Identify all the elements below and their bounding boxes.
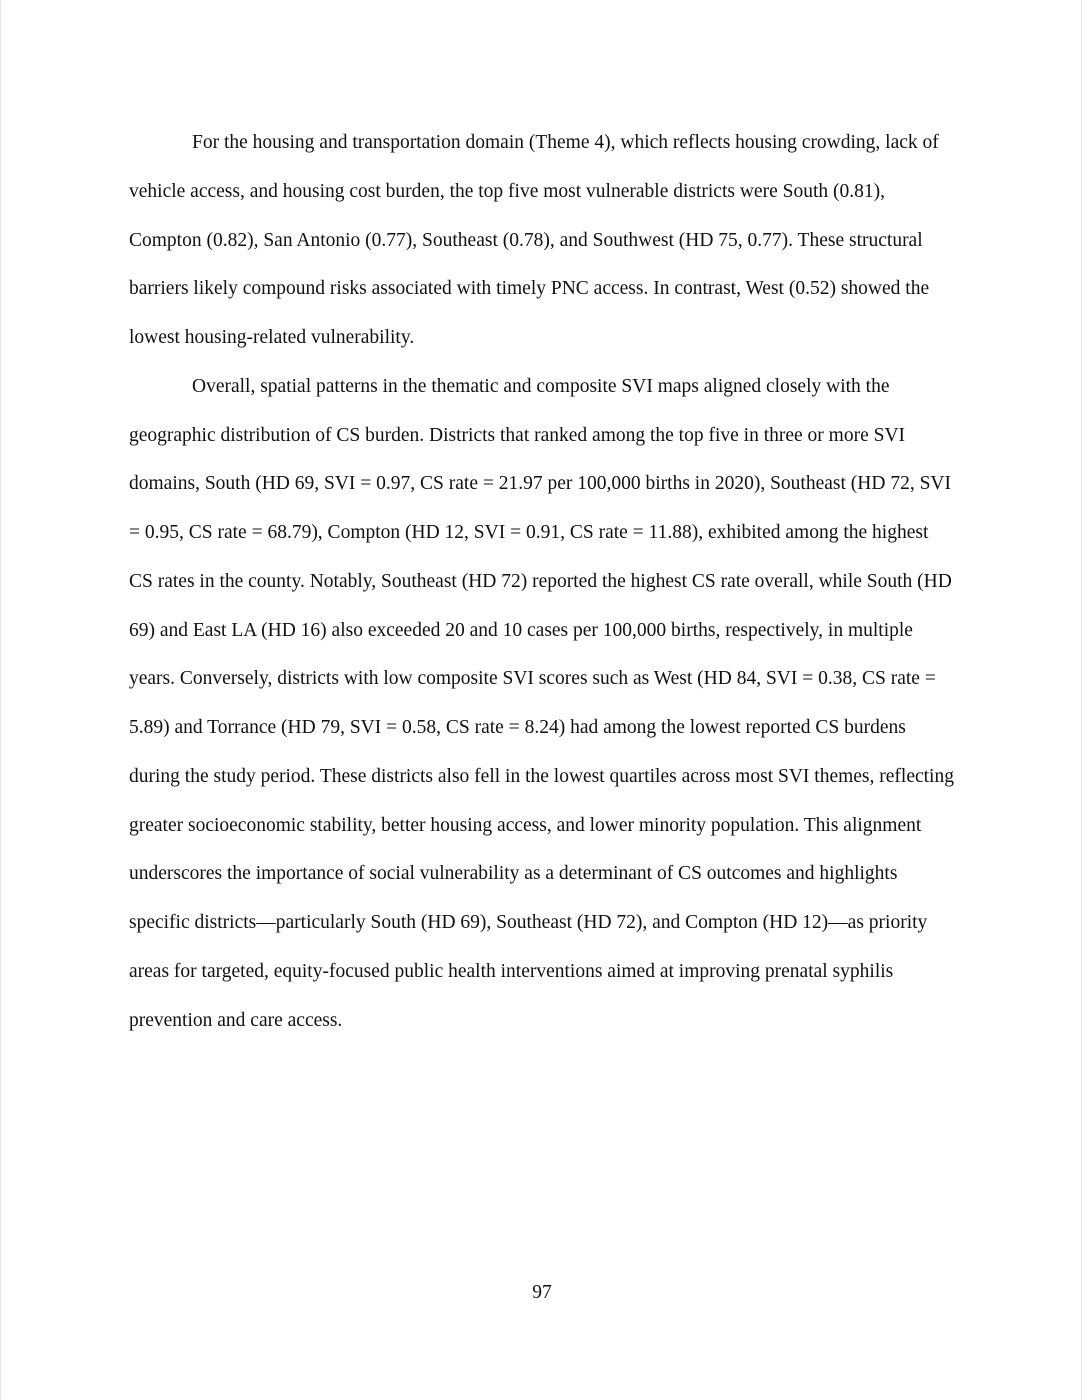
page-number: 97 (532, 1282, 552, 1303)
body-text (129, 119, 957, 1045)
paragraph-spatial-patterns: Overall, spatial patterns in the thematic and composite SVI maps aligned closely with the geographic distribution of CS burden. Districts that ranked among the top five in three or more SVI domains, South (HD 69, SVI = 0.97, CS rate = 21.97 per 100,000 births in 2020), Southeast (HD 72, SVI = 0.95, CS rate = 68.79), Compton (HD 12, SVI = 0.91, CS rate = 11.88), exhibited among the highest CS rates in the county. Notably, Southeast (HD 72) reported the highest CS rate overall, while South (HD 69) and East LA (HD 16) also exceeded 20 and 10 cases per 100,000 births, respectively, in multiple years. Conversely, districts with low composite SVI scores such as West (HD 84, SVI = 0.38, CS rate = 5.89) and Torrance (HD 79, SVI = 0.58, CS rate = 8.24) had among the lowest reported CS burdens during the study period. These districts also fell in the lowest quartiles across most SVI themes, reflecting greater socioeconomic stability, better housing access, and lower minority population. This alignment underscores the importance of social vulnerability as a determinant of CS outcomes and highlights specific districts—particularly South (HD 69), Southeast (HD 72), and Compton (HD 12)—as priority areas for targeted, equity-focused public health interventions aimed at improving prenatal syphilis prevention and care access. (129, 375, 954, 1031)
paragraph-housing-transportation: For the housing and transportation domain (Theme 4), which reflects housing crowding, lack of vehicle access, and housing cost burden, the top five most vulnerable districts were South (0.81), Compton (0.82), San Antonio (0.77), Southeast (0.78), and Southwest (HD 75, 0.77). These structural barriers likely compound risks associated with timely PNC access. In contrast, West (0.52) showed the lowest housing-related vulnerability. (129, 132, 939, 348)
